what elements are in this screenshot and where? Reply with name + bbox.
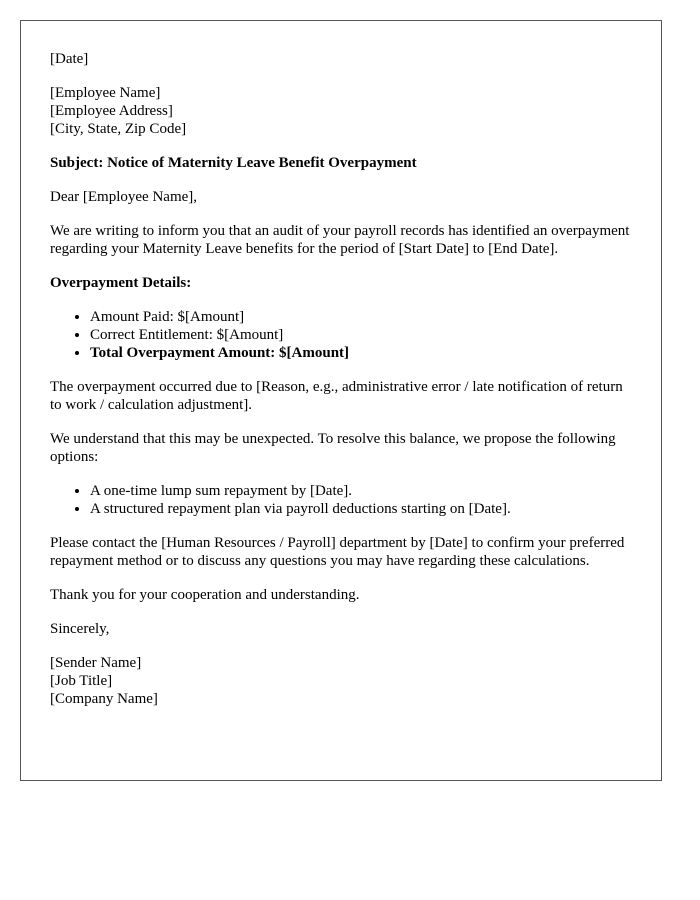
options-intro-paragraph: We understand that this may be unexpected. To resolve this balance, we propose the following options: xyxy=(50,431,616,465)
sender-title: [Job Title] xyxy=(50,673,113,689)
contact-paragraph: Please contact the [Human Resources / Payroll] department by [Date] to confirm your preferred repayment method or to discuss any questions you may have regarding these calculations. xyxy=(50,535,625,569)
signature-block xyxy=(50,654,632,708)
subject-line: Subject: Notice of Maternity Leave Benefit Overpayment xyxy=(50,155,417,171)
closing: Sincerely, xyxy=(50,621,110,637)
recipient-city-state-zip: [City, State, Zip Code] xyxy=(50,121,187,137)
overpayment-details-list xyxy=(50,308,632,362)
letter-date xyxy=(50,50,632,68)
date-text: [Date] xyxy=(50,51,89,67)
option-payment-plan: • A structured repayment plan via payroll deductions starting on [Date]. xyxy=(90,500,632,518)
detail-amount-paid: • Amount Paid: $[Amount] xyxy=(90,308,632,326)
recipient-address-block xyxy=(50,84,632,138)
sender-company: [Company Name] xyxy=(50,691,158,707)
recipient-name: [Employee Name] xyxy=(50,85,161,101)
recipient-address: [Employee Address] xyxy=(50,103,173,119)
letter-document xyxy=(20,20,662,781)
thanks-paragraph: Thank you for your cooperation and understanding. xyxy=(50,587,360,603)
detail-correct-entitlement: • Correct Entitlement: $[Amount] xyxy=(90,326,632,344)
reason-paragraph: The overpayment occurred due to [Reason, e.g., administrative error / late notification of return to work / calculation adjustment]. xyxy=(50,379,623,413)
repayment-options-list xyxy=(50,482,632,518)
intro-paragraph: We are writing to inform you that an audit of your payroll records has identified an overpayment regarding your Maternity Leave benefits for the period of [Start Date] to [End Date]. xyxy=(50,223,630,257)
details-heading: Overpayment Details: xyxy=(50,275,192,291)
option-lump-sum: • A one-time lump sum repayment by [Date]. xyxy=(90,482,632,500)
sender-name: [Sender Name] xyxy=(50,655,142,671)
salutation: Dear [Employee Name], xyxy=(50,189,198,205)
detail-total-overpayment: • Total Overpayment Amount: $[Amount] xyxy=(90,344,632,362)
